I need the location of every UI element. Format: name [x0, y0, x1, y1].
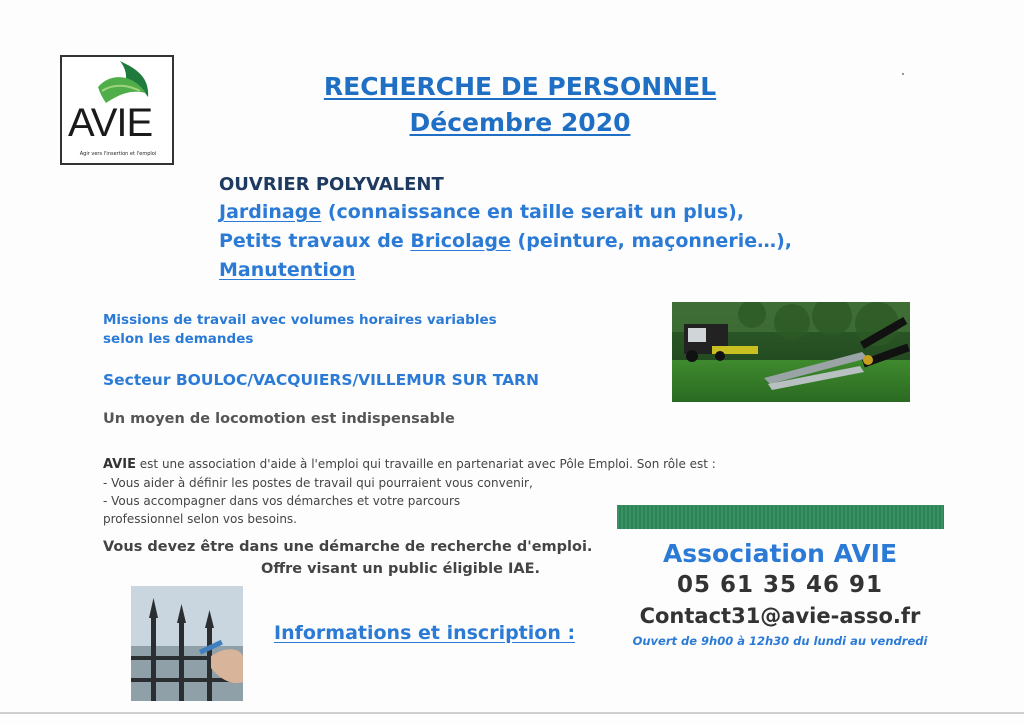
logo-wordmark: AVIE [68, 101, 153, 145]
contact-hours: Ouvert de 9h00 à 12h30 du lundi au vendredi [632, 634, 928, 648]
gardening-detail: (connaissance en taille serait un plus), [321, 201, 745, 223]
page-title [240, 72, 800, 101]
scan-speck [902, 73, 904, 75]
info-label [274, 622, 575, 644]
about-org: AVIE [103, 457, 136, 472]
job-line-handling [219, 259, 355, 281]
about-intro [103, 455, 823, 474]
contact-phone: 05 61 35 46 91 [676, 572, 884, 598]
gate-photo [131, 586, 243, 701]
avie-logo [60, 55, 174, 165]
garden-photo [672, 302, 910, 402]
about-bullet-2: - Vous accompagner dans vos démarches et votre parcours [103, 494, 461, 508]
about-bullet-2-cont: professionnel selon vos besoins. [103, 512, 297, 526]
about-intro-text: est une association d'aide à l'emploi qui travaille en partenariat avec Pôle Emploi. Son rôle est : [135, 457, 716, 471]
diy-detail: (peinture, maçonnerie…), [510, 230, 792, 252]
requirement-line-2: Offre visant un public éligible IAE. [261, 561, 540, 577]
date-text: Décembre 2020 [409, 108, 631, 137]
job-line-diy [219, 230, 792, 252]
page-date [240, 108, 800, 137]
about-bullet-1: - Vous aider à définir les postes de travail qui pourraient vous convenir, [103, 476, 533, 490]
locomotion-text: Un moyen de locomotion est indispensable [103, 411, 455, 427]
decorative-green-bar [617, 505, 944, 529]
keyword-gardening: Jardinage [219, 201, 322, 223]
missions-line-1: Missions de travail avec volumes horaires variables [103, 312, 497, 328]
contact-name: Association AVIE [662, 539, 898, 568]
keyword-diy: Bricolage [410, 230, 511, 252]
sector-text: Secteur BOULOC/VACQUIERS/VILLEMUR SUR TARN [103, 371, 539, 389]
missions-line-2: selon les demandes [103, 331, 254, 347]
page-bottom-edge [0, 712, 1024, 714]
diy-prefix: Petits travaux de [219, 230, 411, 252]
contact-email: Contact31@avie-asso.fr [639, 604, 921, 628]
requirement-line-1: Vous devez être dans une démarche de recherche d'emploi. [103, 539, 593, 555]
job-title: OUVRIER POLYVALENT [219, 174, 444, 195]
title-text: RECHERCHE DE PERSONNEL [323, 72, 717, 101]
logo-tagline: Agir vers l'insertion et l'emploi [79, 151, 157, 157]
keyword-handling: Manutention [219, 259, 356, 281]
job-line-gardening [219, 201, 744, 223]
missions-text [103, 311, 497, 349]
info-label-text: Informations et inscription : [274, 622, 576, 644]
